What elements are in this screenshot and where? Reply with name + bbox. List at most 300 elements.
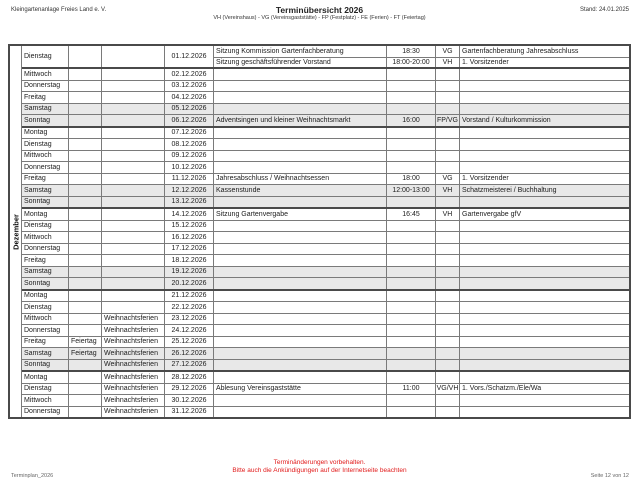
- ferien-cell: [102, 244, 165, 255]
- event-lines: [214, 395, 629, 406]
- date-cell: 31.12.2026: [165, 407, 214, 418]
- ferien-cell: [102, 69, 165, 80]
- note-cell: [460, 302, 629, 313]
- event-lines: [214, 384, 629, 395]
- location-cell: [436, 372, 460, 383]
- day-cell: Mittwoch: [22, 69, 69, 80]
- event-cell: [214, 278, 387, 289]
- note-cell: [460, 278, 629, 289]
- time-cell: [387, 162, 436, 173]
- note-cell: [460, 407, 629, 418]
- note-cell: 1. Vors./Schatzm./Ele/Wa: [462, 385, 542, 393]
- event-line: [214, 314, 629, 325]
- time-cell: 18:00: [387, 174, 436, 185]
- date-cell: 29.12.2026: [165, 384, 214, 395]
- location-cell: VG: [436, 46, 460, 57]
- time-cell: [387, 244, 436, 255]
- note-cell: [460, 348, 629, 359]
- note-cell: [460, 337, 629, 348]
- ferien-cell: [102, 139, 165, 150]
- note-cell: [460, 151, 629, 162]
- organization-name: Kleingartenanlage Freies Land e. V.: [11, 7, 107, 13]
- event-line: [214, 291, 629, 302]
- ferien-cell: [102, 255, 165, 266]
- table-row: [22, 151, 629, 163]
- day-cell: Freitag: [22, 174, 69, 185]
- ferien-cell: [102, 115, 165, 126]
- location-cell: [436, 395, 460, 406]
- ferien-cell: Weihnachtsferien: [102, 407, 165, 418]
- holiday-cell: [69, 151, 102, 162]
- time-cell: [387, 407, 436, 418]
- date-cell: 26.12.2026: [165, 348, 214, 359]
- event-lines: [214, 255, 629, 266]
- holiday-cell: [69, 69, 102, 80]
- table-row: [22, 314, 629, 326]
- day-cell: Sonntag: [22, 360, 69, 371]
- event-cell: [214, 360, 387, 371]
- date-cell: 30.12.2026: [165, 395, 214, 406]
- note-cell: [460, 325, 629, 336]
- date-cell: 23.12.2026: [165, 314, 214, 325]
- time-cell: 12:00-13:00: [387, 185, 436, 196]
- date-cell: 03.12.2026: [165, 81, 214, 92]
- event-cell: Jahresabschluss / Weihnachtsessen: [214, 174, 387, 185]
- holiday-cell: [69, 407, 102, 418]
- time-cell: [387, 395, 436, 406]
- time-cell: [387, 221, 436, 232]
- ferien-cell: [102, 197, 165, 208]
- note-cell: [460, 267, 629, 278]
- table-row: [22, 337, 629, 349]
- date-cell: 16.12.2026: [165, 232, 214, 243]
- table-row: [22, 162, 629, 174]
- ferien-cell: Weihnachtsferien: [102, 325, 165, 336]
- time-cell: [387, 360, 436, 371]
- table-row: [22, 372, 629, 384]
- date-cell: 12.12.2026: [165, 185, 214, 196]
- day-cell: Samstag: [22, 267, 69, 278]
- location-cell: [436, 221, 460, 232]
- ferien-cell: [102, 267, 165, 278]
- ferien-cell: Weihnachtsferien: [102, 314, 165, 325]
- ferien-cell: [102, 232, 165, 243]
- day-cell: Donnerstag: [22, 162, 69, 173]
- holiday-cell: [69, 185, 102, 196]
- day-cell: Mittwoch: [22, 395, 69, 406]
- day-cell: Sonntag: [22, 115, 69, 126]
- note-cell: [460, 81, 629, 92]
- holiday-cell: [69, 267, 102, 278]
- date-cell: 20.12.2026: [165, 278, 214, 289]
- event-line: [214, 151, 629, 162]
- table-row: [22, 81, 629, 93]
- page-number: Seite 12 von 12: [590, 473, 629, 479]
- holiday-cell: [69, 244, 102, 255]
- location-cell: VG: [436, 174, 460, 185]
- event-lines: [214, 302, 629, 313]
- table-row: [22, 384, 629, 396]
- table-row: [22, 104, 629, 116]
- event-cell: [214, 104, 387, 115]
- time-cell: [387, 151, 436, 162]
- event-cell: [214, 92, 387, 103]
- note-cell: [460, 255, 629, 266]
- date-cell: 15.12.2026: [165, 221, 214, 232]
- note-cell: Gartenfachberatung Jahresabschluss: [462, 47, 579, 55]
- event-lines: [214, 267, 629, 278]
- date-cell: 04.12.2026: [165, 92, 214, 103]
- ferien-cell: [102, 92, 165, 103]
- holiday-cell: [69, 372, 102, 383]
- note-cell: [460, 232, 629, 243]
- date-cell: 19.12.2026: [165, 267, 214, 278]
- event-lines: [214, 151, 629, 162]
- event-line: [214, 139, 629, 150]
- time-cell: [387, 291, 436, 302]
- location-cell: [436, 337, 460, 348]
- location-cell: VH: [436, 58, 460, 68]
- table-row: [22, 348, 629, 360]
- note-cell: [460, 139, 629, 150]
- day-cell: Freitag: [22, 337, 69, 348]
- holiday-cell: [69, 128, 102, 139]
- event-lines: [214, 185, 629, 196]
- table-row: [22, 325, 629, 337]
- time-cell: [387, 267, 436, 278]
- event-line: [214, 185, 629, 196]
- table-row: [22, 46, 629, 69]
- event-cell: [214, 325, 387, 336]
- note-cell: [460, 291, 629, 302]
- event-lines: [214, 407, 629, 418]
- table-row: [22, 302, 629, 314]
- event-line: [214, 209, 629, 220]
- holiday-cell: [69, 395, 102, 406]
- location-cell: [436, 151, 460, 162]
- date-cell: 13.12.2026: [165, 197, 214, 208]
- event-line: [214, 267, 629, 278]
- location-cell: [436, 104, 460, 115]
- holiday-cell: [69, 197, 102, 208]
- notice-line-2: Bitte auch die Ankündigungen auf der Internetseite beachten: [232, 467, 407, 474]
- holiday-cell: Feiertag: [69, 348, 102, 359]
- date-cell: 06.12.2026: [165, 115, 214, 126]
- location-cell: [436, 278, 460, 289]
- event-lines: [214, 197, 629, 208]
- location-cell: [436, 255, 460, 266]
- event-line: [214, 407, 629, 418]
- event-lines: [214, 46, 629, 67]
- day-cell: Dienstag: [22, 221, 69, 232]
- event-cell: [214, 291, 387, 302]
- note-cell: 1. Vorsitzender: [462, 175, 509, 183]
- event-line: [214, 232, 629, 243]
- day-cell: Montag: [22, 128, 69, 139]
- event-lines: [214, 104, 629, 115]
- ferien-cell: Weihnachtsferien: [102, 372, 165, 383]
- table-row: [22, 278, 629, 291]
- event-lines: [214, 115, 629, 126]
- table-row: [22, 407, 629, 418]
- time-cell: [387, 104, 436, 115]
- note-cell: [460, 197, 629, 208]
- event-lines: [214, 162, 629, 173]
- ferien-cell: [102, 302, 165, 313]
- day-cell: Freitag: [22, 255, 69, 266]
- day-cell: Montag: [22, 372, 69, 383]
- date-cell: 27.12.2026: [165, 360, 214, 371]
- holiday-cell: [69, 174, 102, 185]
- document-name: Terminplan_2026: [11, 473, 54, 479]
- time-cell: [387, 278, 436, 289]
- ferien-cell: [102, 221, 165, 232]
- ferien-cell: Weihnachtsferien: [102, 384, 165, 395]
- location-legend: VH (Vereinshaus) - VG (Vereinsgaststätte) - FP (Festplatz) - FE (Ferien) - FT (Feiertag): [213, 15, 426, 21]
- holiday-cell: Feiertag: [69, 337, 102, 348]
- event-cell: Sitzung geschäftsführender Vorstand: [214, 58, 387, 68]
- location-cell: [436, 314, 460, 325]
- location-cell: [436, 69, 460, 80]
- schedule-table: [8, 44, 631, 419]
- location-cell: [436, 267, 460, 278]
- note-cell: [460, 162, 629, 173]
- holiday-cell: [69, 255, 102, 266]
- note-cell: 1. Vorsitzender: [462, 58, 509, 66]
- event-lines: [214, 314, 629, 325]
- day-cell: Donnerstag: [22, 325, 69, 336]
- event-lines: [214, 69, 629, 80]
- holiday-cell: [69, 302, 102, 313]
- event-cell: [214, 221, 387, 232]
- event-cell: [214, 69, 387, 80]
- day-cell: Dienstag: [22, 302, 69, 313]
- note-cell: [460, 104, 629, 115]
- note-cell: [460, 395, 629, 406]
- event-cell: [214, 151, 387, 162]
- day-cell: Donnerstag: [22, 244, 69, 255]
- day-cell: Donnerstag: [22, 81, 69, 92]
- date-cell: 22.12.2026: [165, 302, 214, 313]
- note-cell: [460, 314, 629, 325]
- location-cell: [436, 232, 460, 243]
- ferien-cell: Weihnachtsferien: [102, 395, 165, 406]
- holiday-cell: [69, 360, 102, 371]
- event-line: [214, 384, 629, 395]
- ferien-cell: [102, 81, 165, 92]
- note-cell: Gartenvergabe gfV: [462, 210, 522, 218]
- time-cell: 16:00: [387, 115, 436, 126]
- event-lines: [214, 174, 629, 185]
- event-cell: [214, 244, 387, 255]
- event-cell: [214, 139, 387, 150]
- event-cell: [214, 348, 387, 359]
- month-label: Dezember: [11, 213, 20, 250]
- time-cell: [387, 128, 436, 139]
- event-cell: [214, 232, 387, 243]
- ferien-cell: Weihnachtsferien: [102, 348, 165, 359]
- holiday-cell: [69, 104, 102, 115]
- event-lines: [214, 337, 629, 348]
- month-column: [10, 46, 22, 417]
- holiday-cell: [69, 139, 102, 150]
- location-cell: VH: [436, 185, 460, 196]
- table-row: [22, 128, 629, 140]
- holiday-cell: [69, 278, 102, 289]
- holiday-cell: [69, 209, 102, 220]
- time-cell: [387, 325, 436, 336]
- event-line: [214, 302, 629, 313]
- event-line: [214, 244, 629, 255]
- day-cell: Dienstag: [22, 384, 69, 395]
- location-cell: [436, 291, 460, 302]
- event-cell: [214, 197, 387, 208]
- date-cell: 01.12.2026: [165, 46, 214, 67]
- holiday-cell: [69, 81, 102, 92]
- day-cell: Samstag: [22, 104, 69, 115]
- day-cell: Sonntag: [22, 197, 69, 208]
- date-cell: 21.12.2026: [165, 291, 214, 302]
- date-cell: 25.12.2026: [165, 337, 214, 348]
- time-cell: [387, 139, 436, 150]
- day-cell: Mittwoch: [22, 314, 69, 325]
- time-cell: [387, 372, 436, 383]
- day-cell: Samstag: [22, 185, 69, 196]
- ferien-cell: Weihnachtsferien: [102, 337, 165, 348]
- table-row: [22, 255, 629, 267]
- ferien-cell: [102, 151, 165, 162]
- note-cell: [460, 128, 629, 139]
- table-row: [22, 360, 629, 373]
- event-line: [214, 325, 629, 336]
- time-cell: 18:00-20:00: [387, 58, 436, 68]
- date-cell: 11.12.2026: [165, 174, 214, 185]
- date-cell: 07.12.2026: [165, 128, 214, 139]
- event-cell: [214, 255, 387, 266]
- date-cell: 17.12.2026: [165, 244, 214, 255]
- event-cell: [214, 81, 387, 92]
- date-cell: 18.12.2026: [165, 255, 214, 266]
- date-cell: 24.12.2026: [165, 325, 214, 336]
- event-cell: [214, 337, 387, 348]
- table-row: [22, 92, 629, 104]
- day-cell: Mittwoch: [22, 232, 69, 243]
- event-lines: [214, 244, 629, 255]
- event-cell: [214, 302, 387, 313]
- time-cell: 11:00: [387, 384, 436, 395]
- holiday-cell: [69, 325, 102, 336]
- event-lines: [214, 278, 629, 289]
- note-cell: Vorstand / Kulturkommission: [462, 116, 551, 124]
- day-cell: Donnerstag: [22, 407, 69, 418]
- time-cell: 18:30: [387, 46, 436, 57]
- location-cell: FP/VG: [436, 116, 458, 124]
- location-cell: [436, 348, 460, 359]
- event-lines: [214, 348, 629, 359]
- time-cell: [387, 197, 436, 208]
- event-lines: [214, 360, 629, 371]
- event-cell: [214, 395, 387, 406]
- event-lines: [214, 81, 629, 92]
- holiday-cell: [69, 92, 102, 103]
- event-line: [214, 348, 629, 359]
- ferien-cell: [102, 104, 165, 115]
- holiday-cell: [69, 384, 102, 395]
- ferien-cell: [102, 128, 165, 139]
- date-cell: 05.12.2026: [165, 104, 214, 115]
- location-cell: [436, 197, 460, 208]
- event-line: [214, 69, 629, 80]
- table-row: [22, 395, 629, 407]
- time-cell: 16:45: [387, 209, 436, 220]
- time-cell: [387, 255, 436, 266]
- location-cell: [436, 81, 460, 92]
- event-cell: Sitzung Kommission Gartenfachberatung: [214, 46, 387, 57]
- event-cell: Ablesung Vereinsgaststätte: [214, 384, 387, 395]
- ferien-cell: [102, 174, 165, 185]
- table-row: [22, 291, 629, 303]
- event-line: [214, 81, 629, 92]
- location-cell: [436, 407, 460, 418]
- event-line: [214, 395, 629, 406]
- time-cell: [387, 302, 436, 313]
- note-cell: [460, 244, 629, 255]
- event-cell: [214, 267, 387, 278]
- revision-date: Stand: 24.01.2025: [579, 7, 629, 13]
- table-row: [22, 174, 629, 186]
- event-cell: Adventsingen und kleiner Weihnachtsmarkt: [214, 115, 387, 126]
- event-lines: [214, 325, 629, 336]
- time-cell: [387, 232, 436, 243]
- event-lines: [214, 291, 629, 302]
- event-lines: [214, 372, 629, 383]
- day-cell: Freitag: [22, 92, 69, 103]
- time-cell: [387, 348, 436, 359]
- date-cell: 14.12.2026: [165, 209, 214, 220]
- holiday-cell: [69, 221, 102, 232]
- holiday-cell: [69, 232, 102, 243]
- event-line: [214, 46, 629, 57]
- schedule-rows: [22, 46, 629, 417]
- event-cell: Kassenstunde: [214, 185, 387, 196]
- location-cell: [436, 360, 460, 371]
- day-cell: Mittwoch: [22, 151, 69, 162]
- event-line: [214, 92, 629, 103]
- time-cell: [387, 337, 436, 348]
- event-line: [214, 162, 629, 173]
- event-cell: Sitzung Gartenvergabe: [214, 209, 387, 220]
- table-row: [22, 221, 629, 233]
- ferien-cell: [102, 209, 165, 220]
- date-cell: 02.12.2026: [165, 69, 214, 80]
- event-cell: [214, 407, 387, 418]
- time-cell: [387, 314, 436, 325]
- event-line: [214, 360, 629, 371]
- table-row: [22, 139, 629, 151]
- ferien-cell: [102, 46, 165, 67]
- time-cell: [387, 69, 436, 80]
- day-cell: Dienstag: [22, 46, 69, 67]
- location-cell: [436, 325, 460, 336]
- event-line: [214, 278, 629, 289]
- day-cell: Samstag: [22, 348, 69, 359]
- event-line: [214, 255, 629, 266]
- holiday-cell: [69, 314, 102, 325]
- event-line: [214, 104, 629, 115]
- note-cell: [460, 360, 629, 371]
- event-lines: [214, 92, 629, 103]
- date-cell: 28.12.2026: [165, 372, 214, 383]
